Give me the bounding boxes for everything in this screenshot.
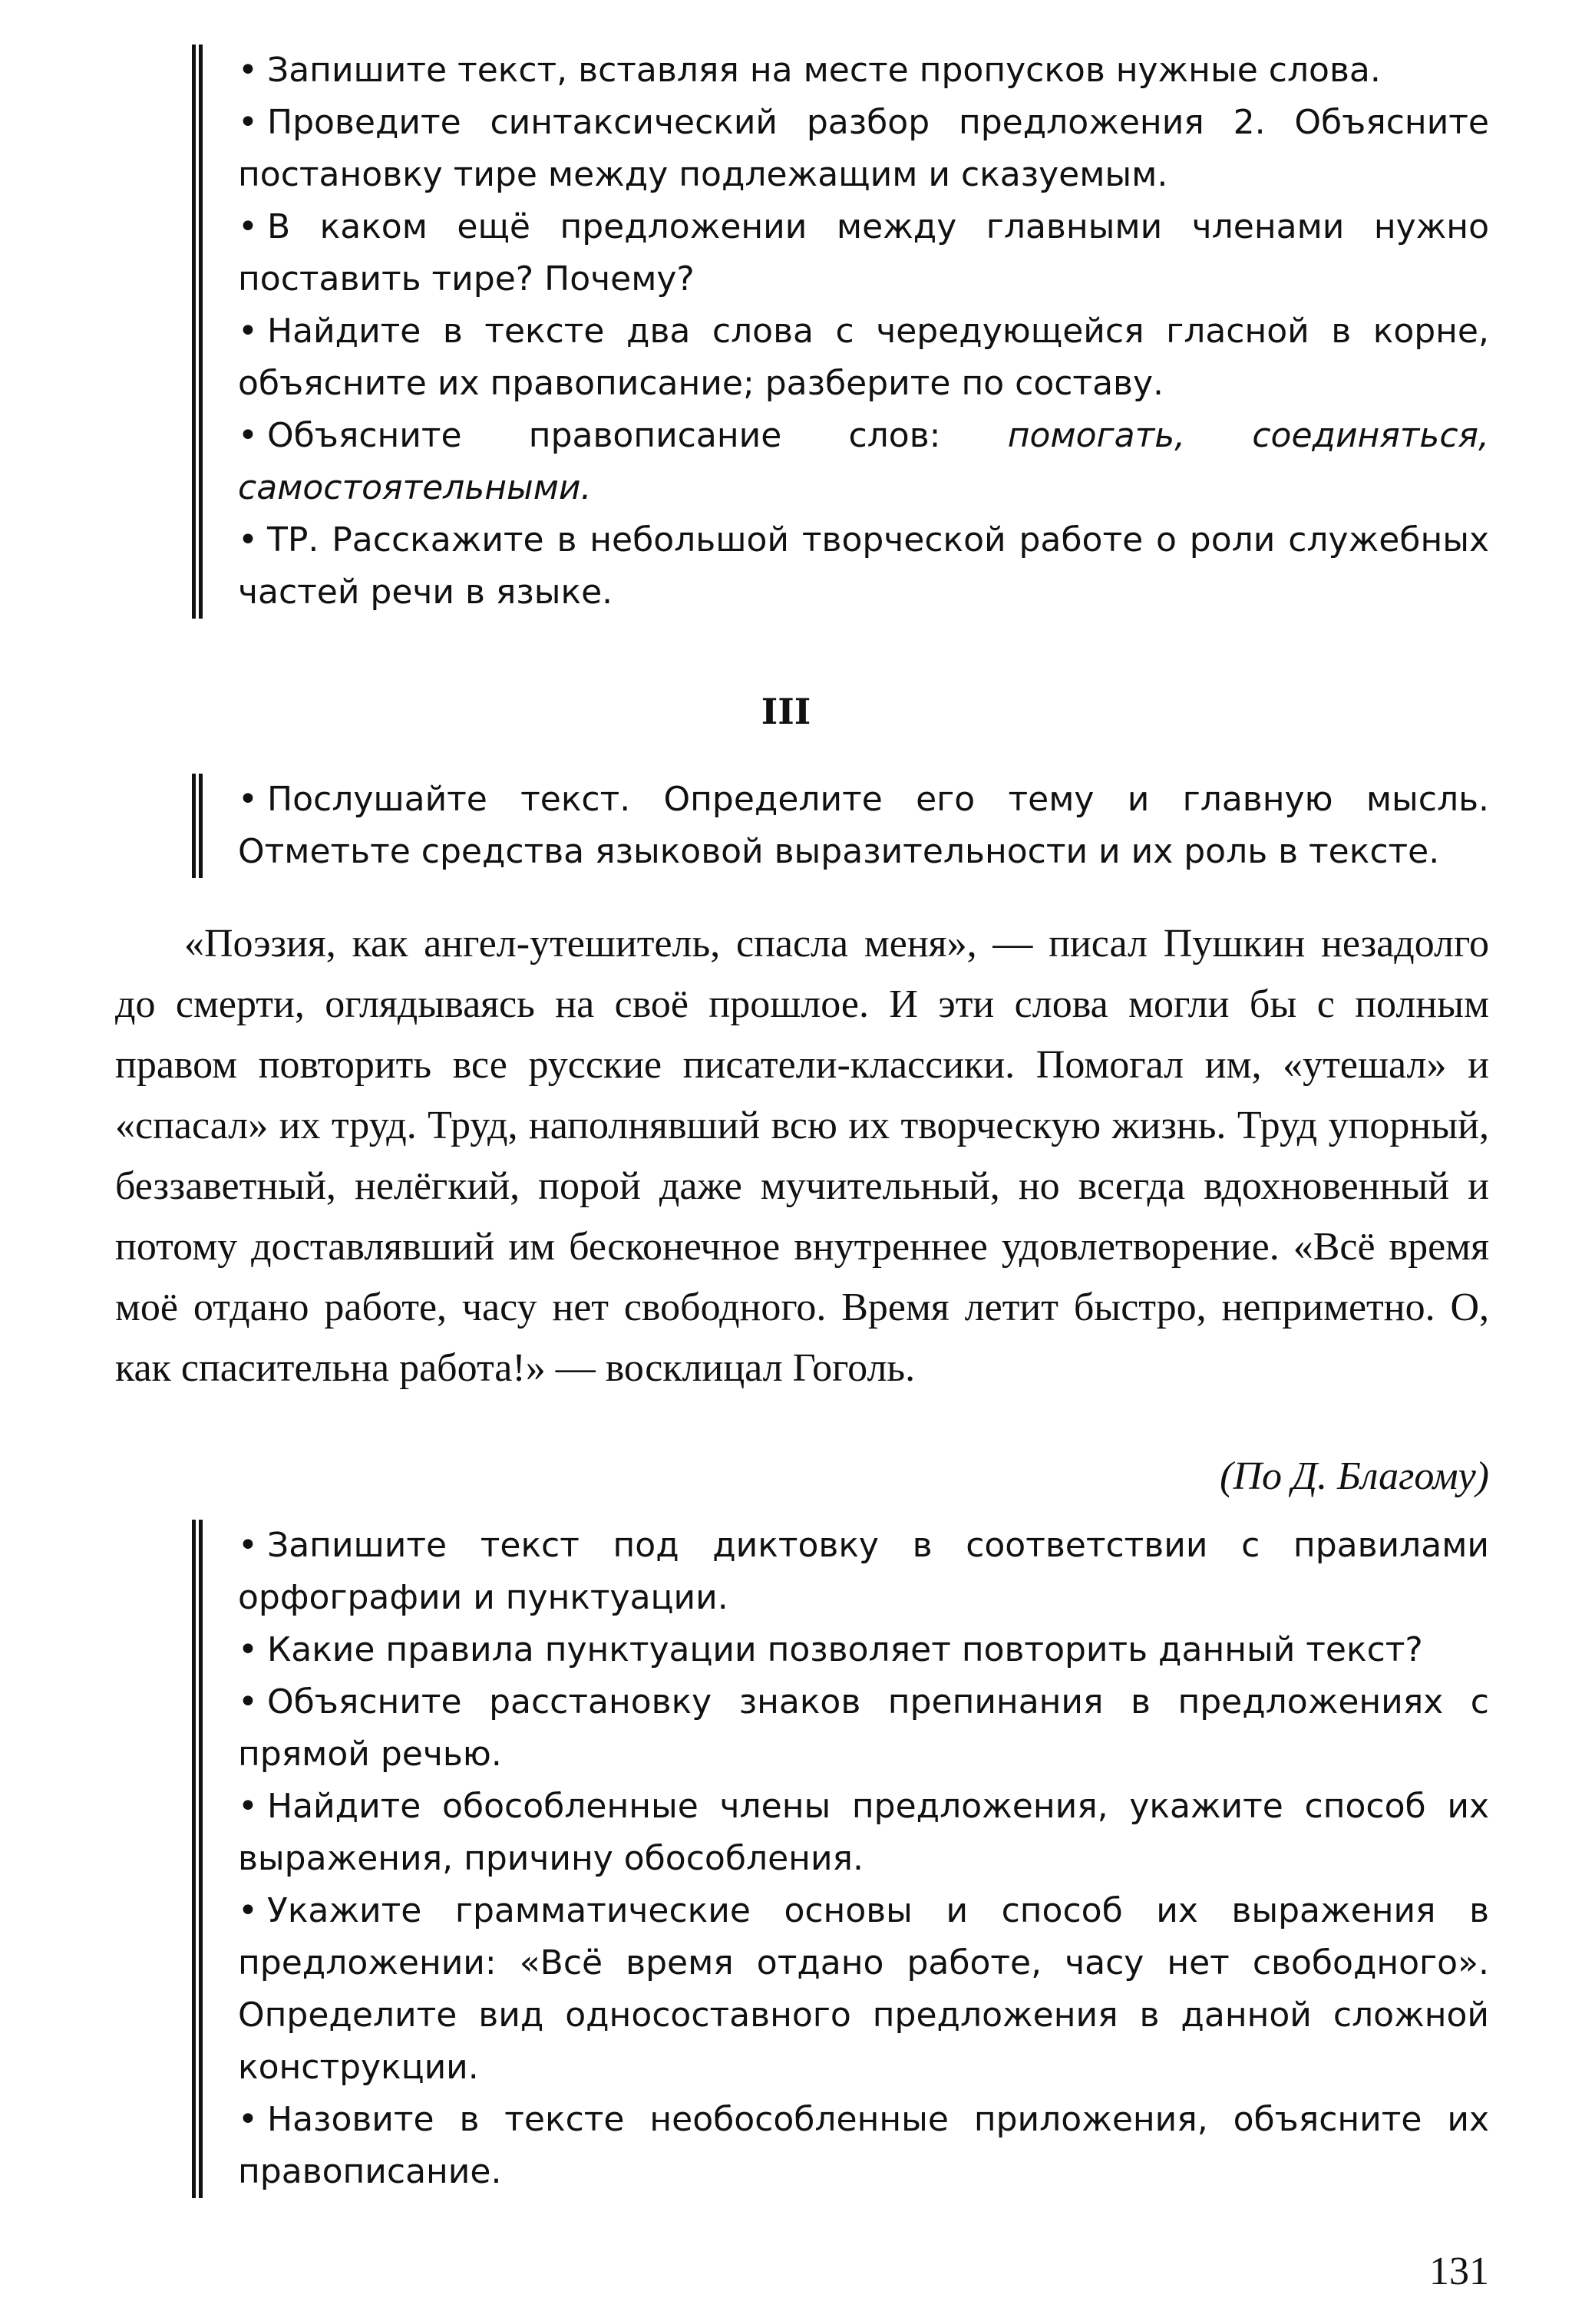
task-text: Послушайте текст. Определите его тему и главную мысль. Отметьте средства языковой выразительности и их роль в тексте.: [238, 780, 1489, 871]
task-text: В каком ещё предложении между главными членами нужно поставить тире? Почему?: [238, 207, 1489, 299]
task-item: [238, 1520, 1489, 1624]
bullet-icon: •: [238, 1630, 258, 1669]
task-item: [238, 305, 1489, 410]
double-vertical-rule: [192, 45, 203, 619]
bullet-icon: •: [238, 780, 258, 819]
source-attribution: (По Д. Благому): [1220, 1454, 1489, 1498]
task-item: [238, 201, 1489, 305]
bullet-icon: •: [238, 1526, 258, 1565]
bullet-icon: •: [238, 2100, 258, 2139]
task-text: ТР. Расскажите в небольшой творческой работе о роли служебных частей речи в языке.: [238, 520, 1489, 612]
task-text: Найдите в тексте два слова с чередующейся гласной в корне, объясните их правописание; разберите по составу.: [238, 312, 1489, 403]
task-text: Какие правила пунктуации позволяет повторить данный текст?: [267, 1630, 1423, 1669]
task-item: [238, 1885, 1489, 2094]
task-item: [238, 514, 1489, 619]
task-text-italic: помогать, соединяться, самостоятельными.: [238, 416, 1489, 507]
bullet-icon: •: [238, 1787, 258, 1826]
task-text: Укажите грамматические основы и способ их выражения в предложении: «Всё время отдано работе, часу нет свободного». Определите вид односоставного предложения в данной сложной конструкции.: [238, 1891, 1489, 2087]
task-item: [238, 45, 1489, 97]
bullet-icon: •: [238, 207, 258, 246]
task-item: [238, 1781, 1489, 1885]
task-item: [238, 774, 1489, 878]
bullet-icon: •: [238, 312, 258, 351]
task-item: [238, 1624, 1489, 1676]
task-list-1: [192, 45, 1489, 619]
task-text: Объясните правописание слов:: [267, 416, 1008, 455]
task-text: Назовите в тексте необособленные приложения, объясните их правописание.: [238, 2100, 1489, 2191]
task-text: Запишите текст под диктовку в соответствии с правилами орфографии и пунктуации.: [238, 1526, 1489, 1617]
double-vertical-rule: [192, 1520, 203, 2198]
task-list-2: [192, 774, 1489, 878]
task-text: Запишите текст, вставляя на месте пропусков нужные слова.: [267, 51, 1381, 90]
task-text: Найдите обособленные члены предложения, укажите способ их выражения, причину обособления.: [238, 1787, 1489, 1878]
bullet-icon: •: [238, 520, 258, 560]
task-item: [238, 2094, 1489, 2198]
task-list-3: [192, 1520, 1489, 2198]
task-item: [238, 410, 1489, 514]
task-item: [238, 97, 1489, 201]
double-vertical-rule: [192, 774, 203, 878]
task-item: [238, 1676, 1489, 1781]
bullet-icon: •: [238, 416, 258, 455]
task-text: Объясните расстановку знаков препинания в предложениях с прямой речью.: [238, 1682, 1489, 1774]
task-text: Проведите синтаксический разбор предложения 2. Объясните постановку тире между подлежащим и сказуемым.: [238, 103, 1489, 194]
bullet-icon: •: [238, 51, 258, 90]
bullet-icon: •: [238, 103, 258, 142]
section-heading: III: [761, 691, 811, 732]
passage-paragraph: «Поэзия, как ангел-утешитель, спасла меня», — писал Пушкин незадолго до смерти, оглядываясь на своё прошлое. И эти слова могли бы с полным правом повторить все русские писатели-классики. Помогал им, «утешал» и «спасал» их труд. Труд, наполнявший всю их творческую жизнь. Труд упорный, беззаветный, нелёгкий, порой даже мучительный, но всегда вдохновенный и потому доставлявший им бесконечное внутреннее удовлетворение. «Всё время моё отдано работе, часу нет свободного. Время летит быстро, неприметно. О, как спасительна работа!» — восклицал Гоголь.: [115, 922, 1489, 1390]
bullet-icon: •: [238, 1891, 258, 1930]
page-number: 131: [1429, 2250, 1489, 2293]
bullet-icon: •: [238, 1682, 258, 1722]
reading-passage: [115, 913, 1489, 1398]
